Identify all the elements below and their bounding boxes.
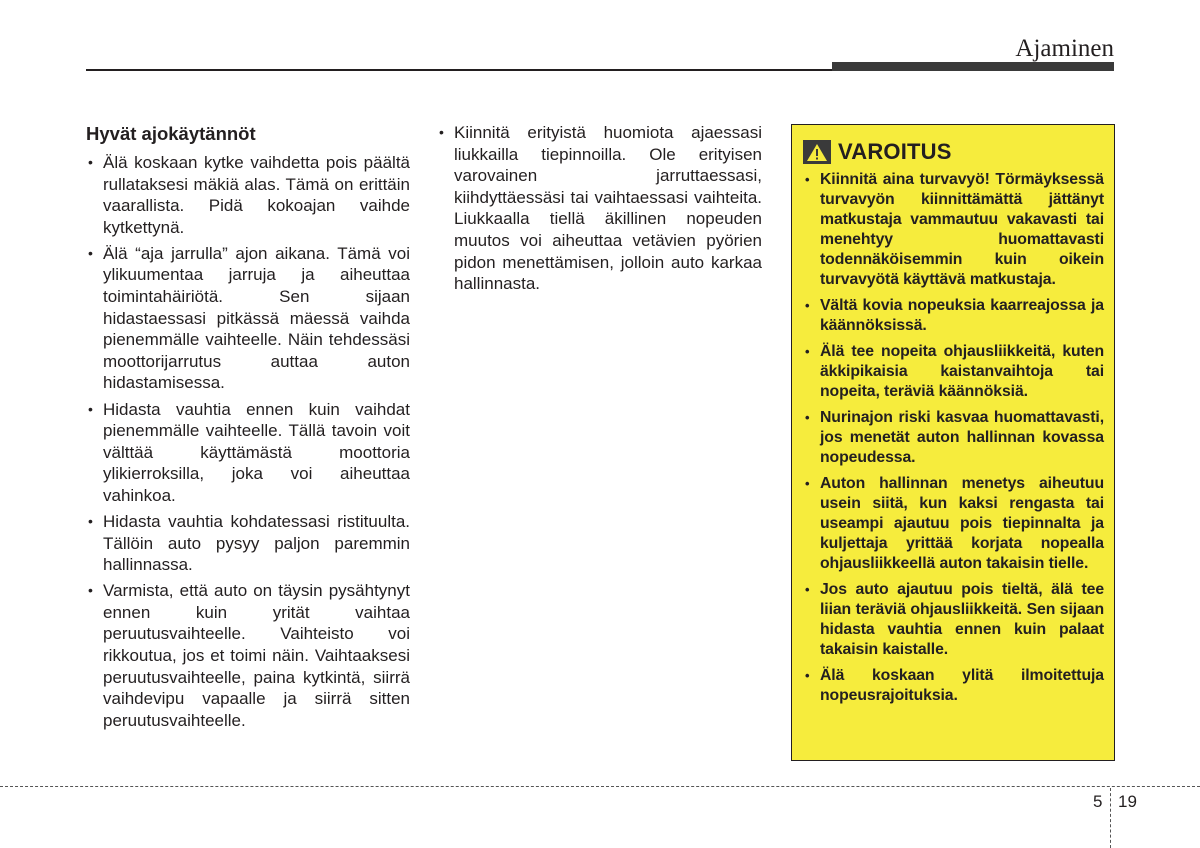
list-item: • Kiinnitä erityistä huomiota ajaessasi liukkailla tiepinnoilla. Ole erityisen varovainen jarruttaessasi, kiihdyttäessäsi tai vaihtaessasi vaihteita. Liukkaalla tiellä äkillinen nopeuden muutos voi aiheuttaa vetävien pyörien pidon menettämisen, jolloin auto karkaa hallinnasta. <box>437 122 762 295</box>
warning-box <box>791 124 1115 761</box>
list-item: • Hidasta vauhtia ennen kuin vaihdat pienemmälle vaihteelle. Tällä tavoin voit välttää käyttämästä moottoria ylikierroksilla, joka voi aiheuttaa vahinkoa. <box>86 399 410 507</box>
chapter-number: 5 <box>1093 792 1103 811</box>
warning-item: • Vältä kovia nopeuksia kaarreajossa ja käännöksissä. <box>803 296 1104 336</box>
driving-tips-list-continued <box>437 122 762 295</box>
warning-item: • Jos auto ajautuu pois tieltä, älä tee liian teräviä ohjausliikkeitä. Sen sijaan hidasta vauhtia ennen kuin palaat takaisin kaistalle. <box>803 580 1104 660</box>
page-number: 19 <box>1118 792 1137 811</box>
list-item: • Älä koskaan kytke vaihdetta pois päältä rullataksesi mäkiä alas. Tämä on erittäin vaarallista. Pidä kokoajan vaihde kytkettynä. <box>86 152 410 238</box>
warning-item: • Nurinajon riski kasvaa huomattavasti, jos menetät auton hallinnan kovassa nopeudessa. <box>803 408 1104 468</box>
driving-tips-list <box>86 152 410 731</box>
warning-list <box>803 170 1104 712</box>
warning-item: • Älä tee nopeita ohjausliikkeitä, kuten äkkipikaisia kaistanvaihtoja tai nopeita, teräviä käännöksiä. <box>803 342 1104 402</box>
header-rule-accent <box>832 62 1114 71</box>
warning-item: • Auton hallinnan menetys aiheutuu usein siitä, kun kaksi rengasta tai useampi ajautuu pois tiepinnalta ja kuljettaja yrittää korjata nopealla ohjausliikkeellä auton takaisin tielle. <box>803 474 1104 574</box>
warning-triangle-icon <box>803 140 831 164</box>
warning-item: • Älä koskaan ylitä ilmoitettuja nopeusrajoituksia. <box>803 666 1104 706</box>
footer-divider <box>0 786 1200 787</box>
warning-title: VAROITUS <box>838 139 952 164</box>
list-item: • Varmista, että auto on täysin pysähtynyt ennen kuin yrität vaihtaa peruutusvaihteelle. Vaihteisto voi rikkoutua, jos et toimi näin. Vaihtaaksesi peruutusvaihteelle, paina kytkintä, siirrä vaihdevipu vapaalle ja siirrä sitten peruutusvaihteelle. <box>86 580 410 731</box>
list-item: • Älä “aja jarrulla” ajon aikana. Tämä voi ylikuumentaa jarruja ja aiheuttaa toimintahäiriötä. Sen sijaan hidastaessasi pitkässä mäessä vaihda pienemmälle vaihteelle. Näin tehdessäsi moottorijarrutus auttaa auton hidastamisessa. <box>86 243 410 394</box>
page-number-divider <box>1110 788 1111 848</box>
chapter-title: Ajaminen <box>1015 35 1114 62</box>
warning-header <box>803 138 952 166</box>
left-column <box>86 122 410 736</box>
list-item: • Hidasta vauhtia kohdatessasi ristituulta. Tällöin auto pysyy paljon paremmin hallinnassa. <box>86 511 410 576</box>
section-heading: Hyvät ajokäytännöt <box>86 123 256 144</box>
warning-item: • Kiinnitä aina turvavyö! Törmäyksessä turvavyön kiinnittämättä jättänyt matkustaja vammautuu vakavasti tai menehtyy huomattavasti todennäköisemmin kuin oikein turvavyötä käyttävä matkustaja. <box>803 170 1104 289</box>
header-rule <box>86 69 832 71</box>
middle-column <box>437 122 762 299</box>
